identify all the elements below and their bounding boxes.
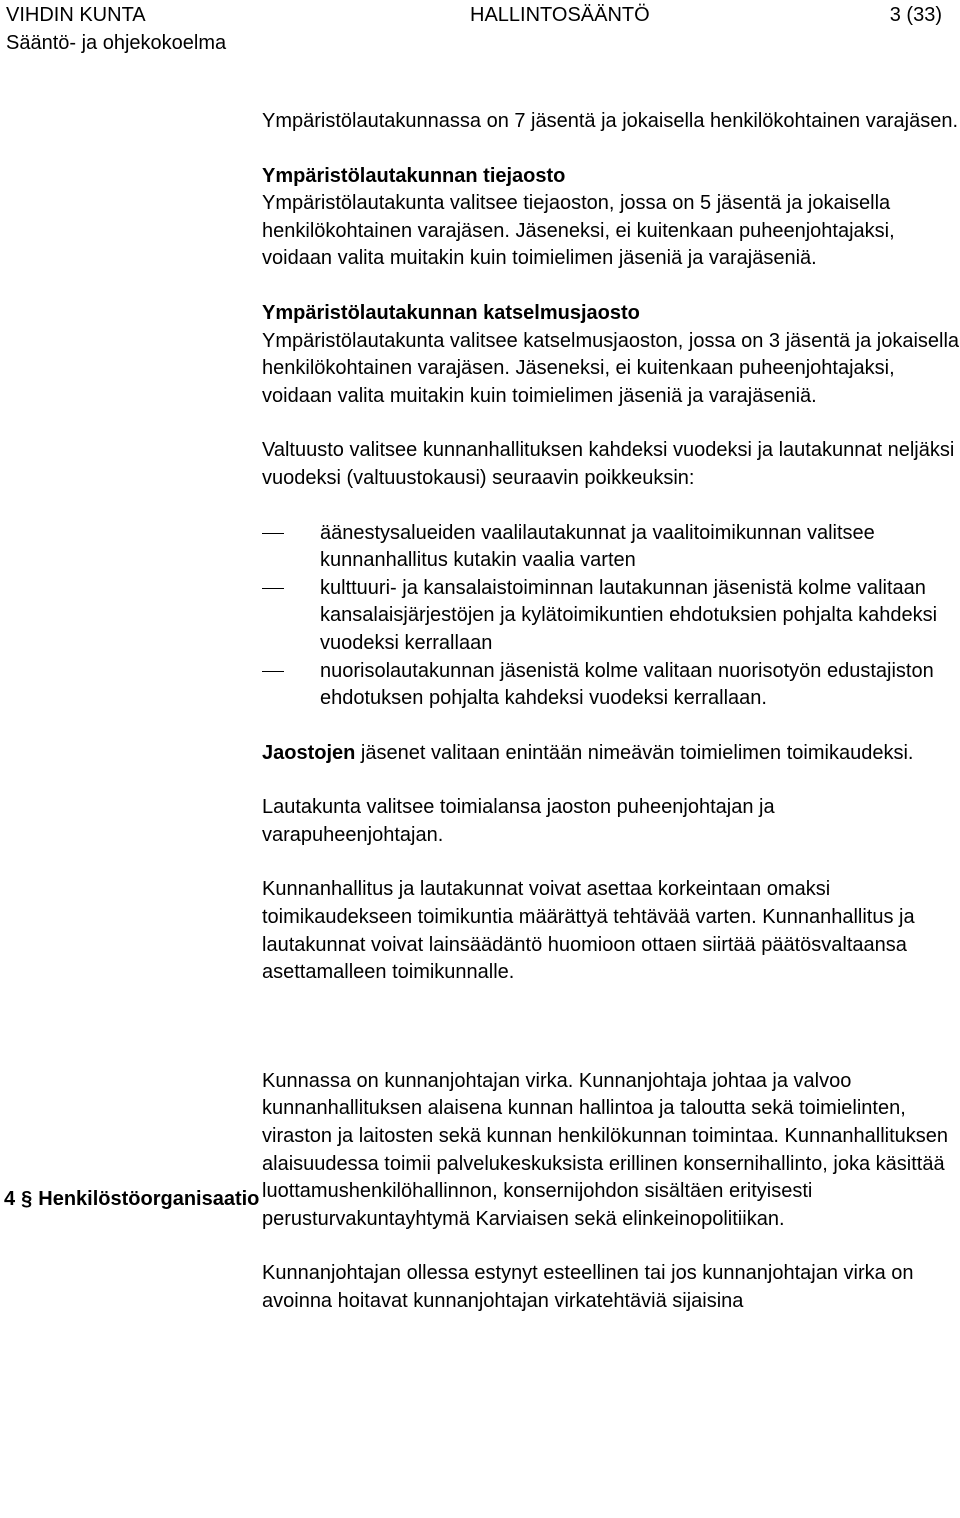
list-item-text: äänestysalueiden vaalilautakunnat ja vaalitoimikunnan valitsee kunnanhallitus kutakin vaalia varten xyxy=(320,521,875,572)
text-tiejaosto: Ympäristölautakunta valitsee tiejaoston, jossa on 5 jäsentä ja jokaisella henkilökohtainen varajäsen. Jäseneksi, ei kuitenkaan puheenjohtajaksi, voidaan valita muitakin kuin toimielimen jäseniä ja varajäseniä. xyxy=(262,192,895,270)
list-item-text: kulttuuri- ja kansalaistoiminnan lautakunnan jäsenistä kolme valitaan kansalaisjärjestöjen ja kylätoimikuntien ehdotuksien pohjalta kahdeksi vuodeksi kerrallaan xyxy=(320,576,938,654)
section-heading xyxy=(4,1186,259,1214)
list-item xyxy=(262,520,960,575)
text-jaostot: jäsenet valitaan enintään nimeävän toimielimen toimikaudeksi. xyxy=(355,741,914,764)
header-document-title: HALLINTOSÄÄNTÖ xyxy=(470,4,650,26)
header-page-number: 3 (33) xyxy=(889,4,942,26)
subheading-tiejaosto: Ympäristölautakunnan tiejaosto xyxy=(262,164,566,187)
header-collection: Sääntö- ja ohjekokoelma xyxy=(6,32,227,54)
paragraph-lautakunta: Lautakunta valitsee toimialansa jaoston puheenjohtajan ja varapuheenjohtajan. xyxy=(262,796,775,846)
exceptions-list xyxy=(262,520,960,713)
dash-bullet-icon xyxy=(262,671,284,673)
paragraph-jaostot xyxy=(262,740,960,768)
list-item xyxy=(262,658,960,713)
header-organization: VIHDIN KUNTA xyxy=(6,4,146,26)
list-item-text: nuorisolautakunnan jäsenistä kolme valitaan nuorisotyön edustajiston ehdotuksen pohjalta kahdeksi vuodeksi kerrallaan. xyxy=(320,659,934,710)
paragraph-toimikunnat: Kunnanhallitus ja lautakunnat voivat asettaa korkeintaan omaksi toimikaudekseen toimikuntia määrättyä tehtävää varten. Kunnanhallitus ja lautakunnat voivat lainsäädäntö huomioon ottaen siirtää päätösvaltaansa asettamalleen toimikunnalle. xyxy=(262,878,915,984)
section-number: 4 xyxy=(4,1188,16,1210)
dash-bullet-icon xyxy=(262,533,284,535)
document-body xyxy=(262,108,960,1316)
text-katselmusjaosto: Ympäristölautakunta valitsee katselmusjaoston, jossa on 3 jäsentä ja jokaisella henkilökohtainen varajäsen. Jäseneksi, ei kuitenkaan puheenjohtajaksi, voidaan valita muitakin kuin toimielimen jäseniä ja varajäseniä. xyxy=(262,329,960,407)
paragraph-tiejaosto xyxy=(262,163,960,273)
paragraph-kunnanjohtaja: Kunnassa on kunnanjohtajan virka. Kunnanjohtaja johtaa ja valvoo kunnanhallituksen alaisena kunnan hallintoa ja taloutta sekä toimielinten, viraston ja laitosten sekä kunnan henkilökunnan toimintaa. Kunnanhallituksen alaisuudessa toimii palvelukeskuksista erillinen konsernihallinto, joka käsittää luottamushenkilöhallinnon, konsernijohdon sisältäen erityisesti perusturvakuntayhtymä Karviaisen sekä elinkeinopolitiikan. xyxy=(262,1069,949,1230)
term-jaostojen: Jaostojen xyxy=(262,741,356,764)
section-title: Henkilöstöorganisaatio xyxy=(38,1188,260,1210)
paragraph-valtuusto: Valtuusto valitsee kunnanhallituksen kahdeksi vuodeksi ja lautakunnat neljäksi vuodeksi (valtuustokausi) seuraavin poikkeuksin: xyxy=(262,439,955,489)
paragraph-katselmusjaosto xyxy=(262,300,960,410)
paragraph-ymparistolautakunta: Ympäristölautakunnassa on 7 jäsentä ja jokaisella henkilökohtainen varajäsen. xyxy=(262,110,958,132)
list-item xyxy=(262,575,960,658)
section-symbol: § xyxy=(21,1188,33,1210)
dash-bullet-icon xyxy=(262,588,284,590)
paragraph-sijaisuus: Kunnanjohtajan ollessa estynyt esteellinen tai jos kunnanjohtajan virka on avoinna hoitavat kunnanjohtajan virkatehtäviä sijaisina xyxy=(262,1262,914,1312)
page-header xyxy=(6,2,942,62)
subheading-katselmusjaosto: Ympäristölautakunnan katselmusjaosto xyxy=(262,301,640,324)
